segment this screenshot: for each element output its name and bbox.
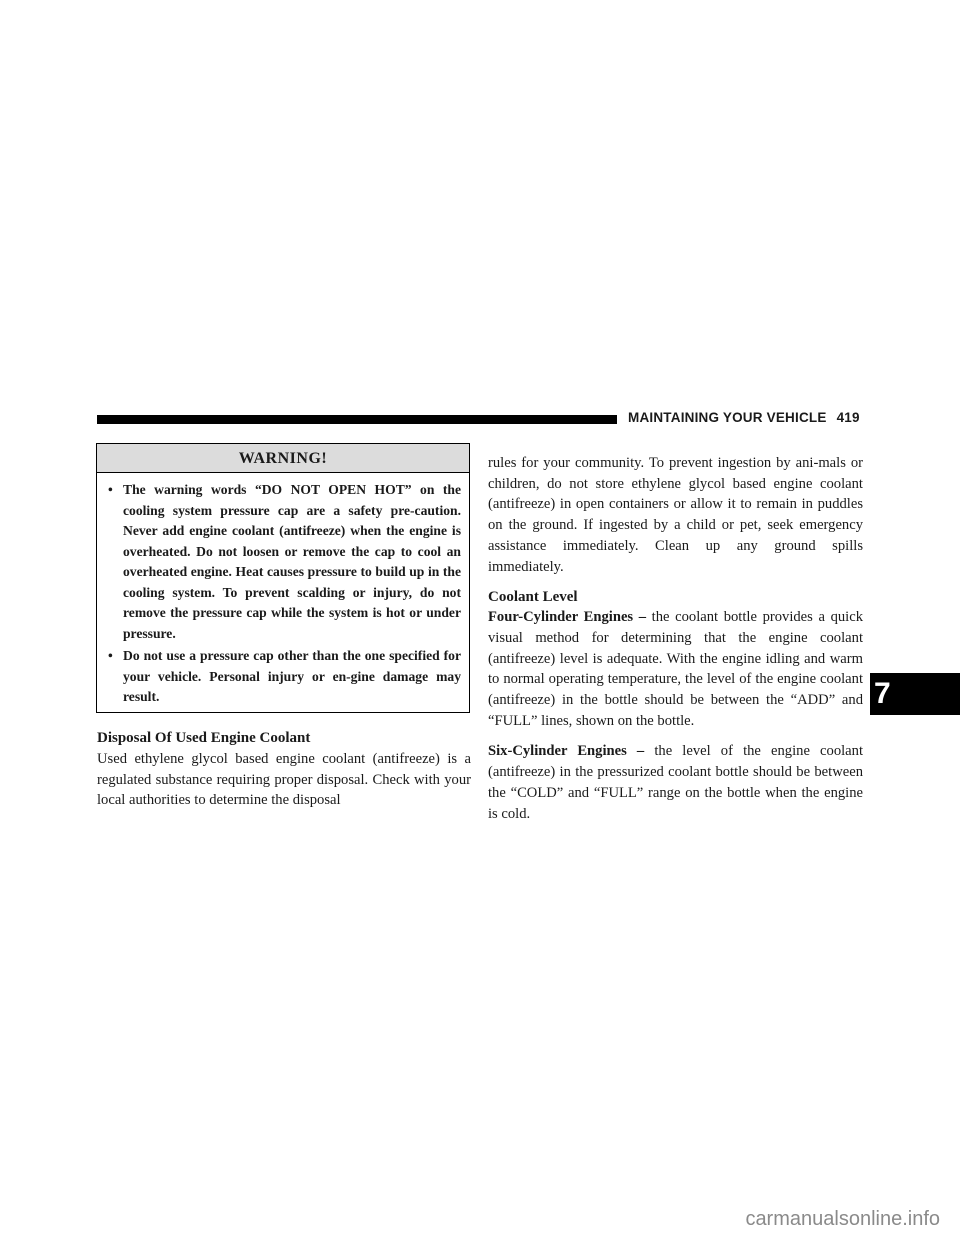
header-rule [97,415,617,424]
footer-watermark[interactable]: carmanualsonline.info [745,1208,940,1230]
bullet-icon: • [108,482,113,497]
coolant-level-heading: Coolant Level [488,589,578,606]
four-cylinder-text: the coolant bottle provides a quick visual method for determining that the engine coolant (antifreeze) level is adequate. With the engine idling and warm to normal operating temperature, the level of the engine coolant (antifreeze) in the bottle should be between the “ADD” and “FULL” lines, shown on the bottle. [488,609,863,729]
warning-box [96,443,470,713]
section-title: MAINTAINING YOUR VEHICLE [628,410,827,425]
six-cylinder-lead: Six-Cylinder Engines – [488,743,645,760]
left-column [97,728,471,811]
warning-list [97,473,469,708]
warning-item [105,646,461,708]
bullet-icon: • [108,648,113,663]
right-column [488,453,863,824]
disposal-continued-paragraph: rules for your community. To prevent ingestion by ani-mals or children, do not store ethylene glycol based engine coolant (antifreeze) in open containers or allow it to remain in puddles on the ground. If ingested by a child or pet, seek emergency assistance immediately. Clean up any ground spills immediately. [488,455,863,575]
warning-title: WARNING! [97,444,469,473]
warning-item-text: The warning words “DO NOT OPEN HOT” on the cooling system pressure cap are a safety pre-caution. Never add engine coolant (antifreeze) when the engine is overheated. Do not loosen or remove the cap to cool an overheated engine. Heat causes pressure to build up in the cooling system. To prevent scalding or injury, do not remove the pressure cap while the system is hot or under pressure. [123,482,461,641]
four-cylinder-lead: Four-Cylinder Engines – [488,609,647,626]
four-cylinder-paragraph [488,607,863,731]
disposal-heading: Disposal Of Used Engine Coolant [97,730,311,746]
warning-item-text: Do not use a pressure cap other than the one specified for your vehicle. Personal injury or en-gine damage may result. [123,648,461,704]
six-cylinder-text: the level of the engine coolant (antifreeze) in the pressurized coolant bottle should be between the “COLD” and “FULL” range on the bottle when the engine is cold. [488,743,863,822]
running-header [628,410,878,425]
six-cylinder-paragraph [488,741,863,824]
disposal-paragraph: Used ethylene glycol based engine coolant (antifreeze) is a regulated substance requiring proper disposal. Check with your local authorities to determine the disposal [97,751,471,809]
chapter-tab: 7 [870,673,960,715]
warning-item [105,480,461,644]
page-number: 419 [836,410,860,425]
